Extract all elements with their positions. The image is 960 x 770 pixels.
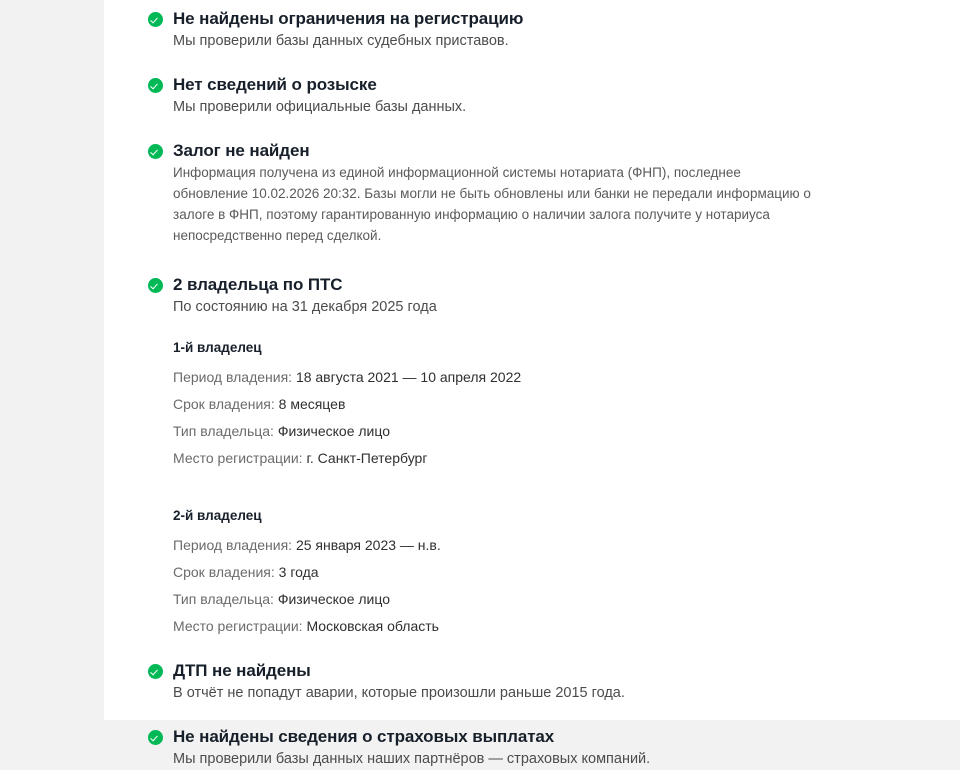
owner-detail-label: Место регистрации: (173, 450, 303, 466)
owner-detail-label: Тип владельца: (173, 423, 274, 439)
section-title: 2 владельца по ПТС (173, 275, 343, 294)
owner-detail-label: Период владения: (173, 369, 293, 385)
report-sheet (104, 0, 960, 767)
section-accidents (148, 660, 920, 704)
check-circle-icon (148, 144, 163, 159)
section-wanted-status (148, 74, 920, 118)
section-title: Не найдены сведения о страховых выплатах (173, 727, 555, 746)
owner-detail-label: Тип владельца: (173, 591, 274, 607)
owner-detail-row (173, 586, 920, 613)
owner-detail-row (173, 418, 920, 445)
section-body: Информация получена из единой информационной системы нотариата (ФНП), последнее обновление 10.02.2026 20:32. Базы могли не быть обновлены или банки не передали информацию о залоге в ФНП, поэтому гарантированную информацию о наличии залога получите у нотариуса непосредственно перед сделкой. (173, 165, 811, 243)
owner-detail-value: 18 августа 2021 — 10 апреля 2022 (295, 369, 522, 385)
section-pledge (148, 140, 920, 246)
owner-detail-value: 3 года (278, 564, 319, 580)
section-body: По состоянию на 31 декабря 2025 года (173, 299, 437, 315)
owner-title: 1-й владелец (173, 340, 262, 355)
owner-detail-row (173, 364, 920, 391)
spacer (148, 706, 920, 726)
section-title: Не найдены ограничения на регистрацию (173, 9, 524, 28)
section-registration-restrictions (148, 8, 920, 52)
owner-detail-label: Срок владения: (173, 396, 275, 412)
section-title: ДТП не найдены (173, 661, 311, 680)
spacer (148, 318, 920, 338)
owner-detail-value: Физическое лицо (277, 423, 391, 439)
owner-detail-value: 8 месяцев (278, 396, 346, 412)
section-body: Мы проверили официальные базы данных. (173, 99, 467, 115)
owner-detail-row (173, 613, 920, 640)
spacer (148, 120, 920, 140)
owner-detail-label: Период владения: (173, 537, 293, 553)
spacer (148, 472, 920, 506)
section-header (148, 140, 920, 162)
check-circle-icon (148, 730, 163, 745)
section-insurance-payouts (148, 726, 920, 770)
owner-detail-label: Место регистрации: (173, 618, 303, 634)
check-circle-icon (148, 78, 163, 93)
owner-detail-value: г. Санкт-Петербург (306, 450, 428, 466)
owner-detail-value: Московская область (306, 618, 439, 634)
owner-detail-row (173, 445, 920, 472)
spacer (148, 54, 920, 74)
spacer (148, 248, 920, 274)
section-body: Мы проверили базы данных судебных приставов. (173, 33, 509, 49)
owner-detail-row (173, 532, 920, 559)
check-circle-icon (148, 664, 163, 679)
section-body: В отчёт не попадут аварии, которые произошли раньше 2015 года. (173, 685, 625, 701)
section-header (148, 274, 920, 296)
owner-detail-value: Физическое лицо (277, 591, 391, 607)
owner-detail-label: Срок владения: (173, 564, 275, 580)
owner-title: 2-й владелец (173, 508, 262, 523)
owner-detail-row (173, 391, 920, 418)
check-circle-icon (148, 12, 163, 27)
section-header (148, 660, 920, 682)
report-content (104, 0, 960, 770)
owner-detail-row (173, 559, 920, 586)
section-body: Мы проверили базы данных наших партнёров — страховых компаний. (173, 751, 651, 767)
section-title: Залог не найден (173, 141, 310, 160)
owner-block-2 (173, 506, 920, 640)
section-header (148, 8, 920, 30)
check-circle-icon (148, 278, 163, 293)
owner-detail-value: 25 января 2023 — н.в. (295, 537, 441, 553)
section-title: Нет сведений о розыске (173, 75, 377, 94)
spacer (148, 640, 920, 660)
section-owners (148, 274, 920, 318)
section-header (148, 74, 920, 96)
owner-block-1 (173, 338, 920, 472)
section-header (148, 726, 920, 748)
